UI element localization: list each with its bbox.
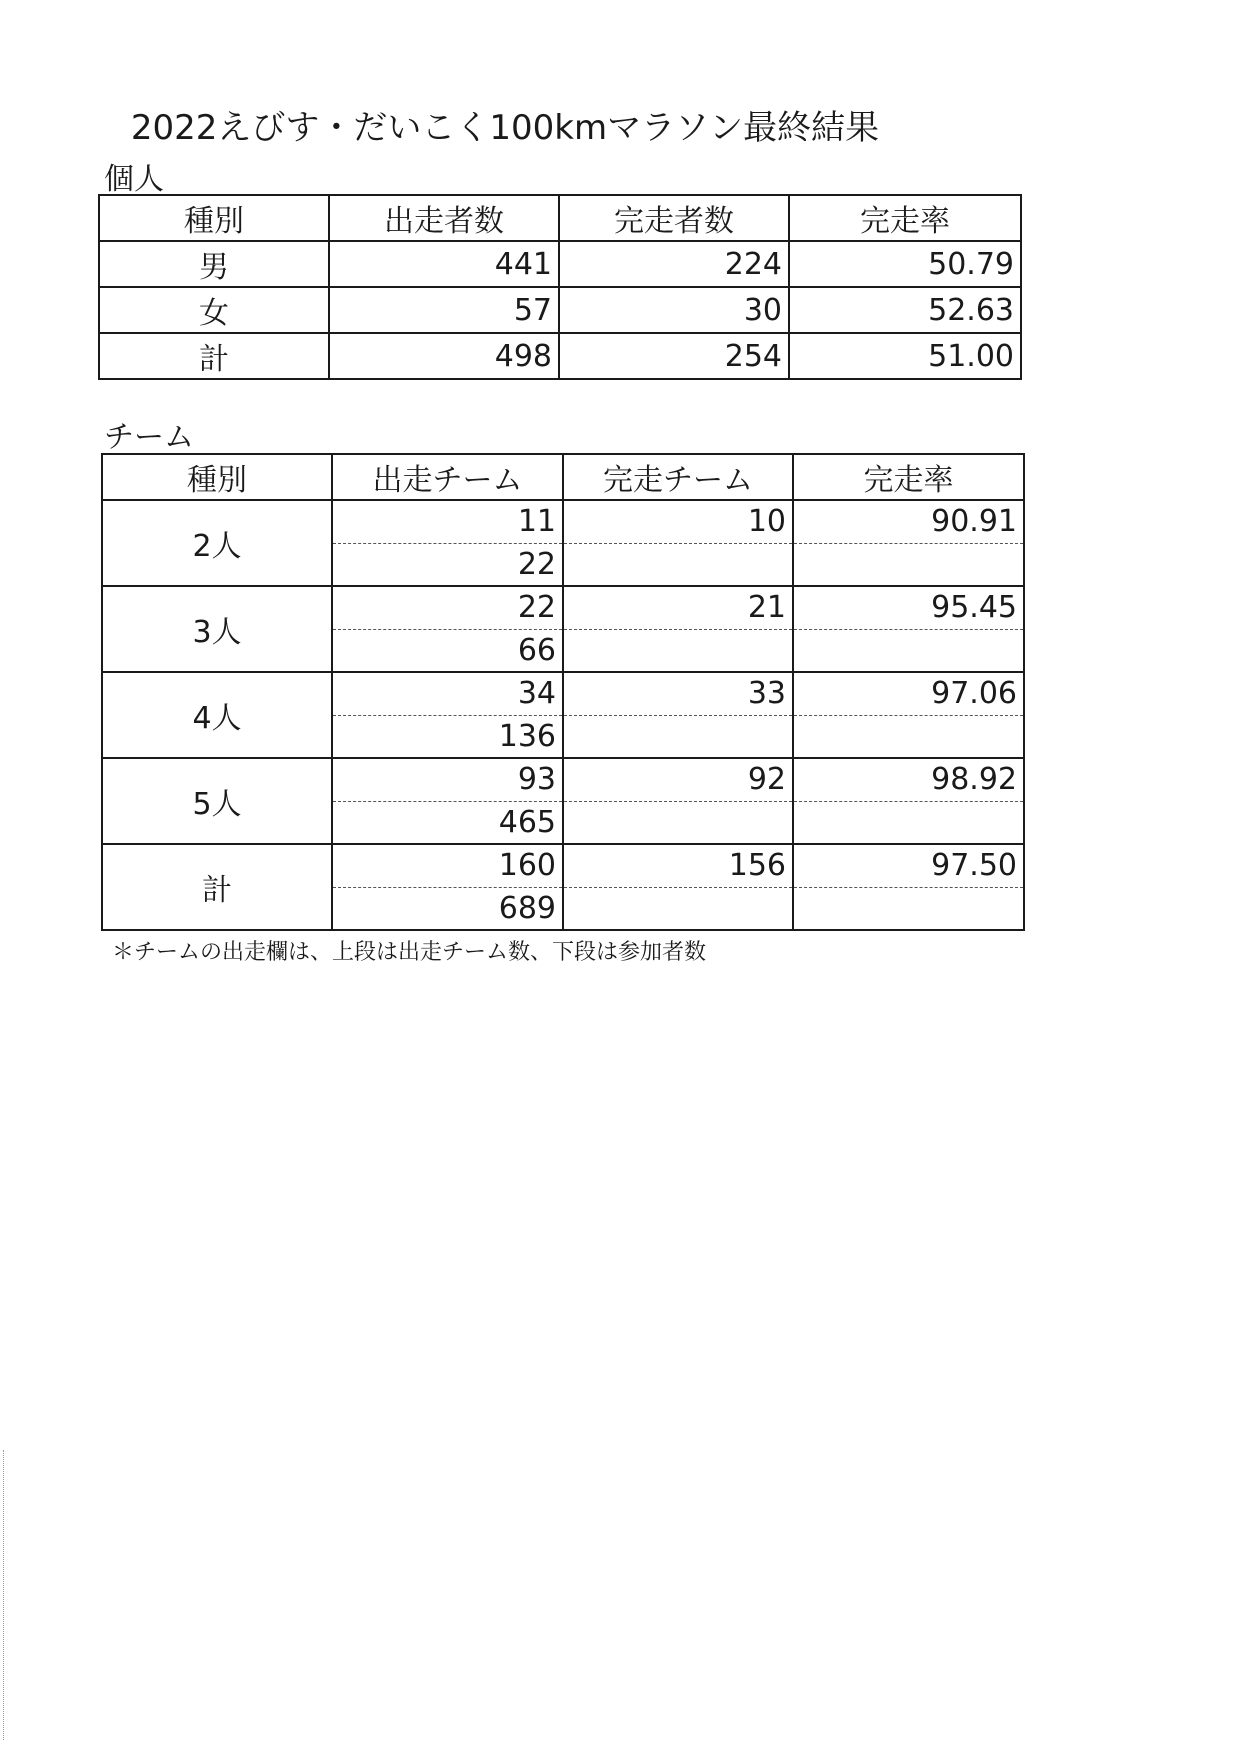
category-cell: 3人: [102, 586, 332, 672]
teams-cell: 93: [332, 758, 563, 801]
category-cell: 4人: [102, 672, 332, 758]
scan-edge-mark: [3, 1450, 4, 1740]
header-finishers: 完走者数: [559, 195, 789, 241]
finishers-cell: 30: [559, 287, 789, 333]
team-section-label: チーム: [104, 420, 194, 455]
participants-cell: 465: [332, 801, 563, 844]
header-rate: 完走率: [793, 454, 1024, 500]
empty-cell: [793, 715, 1024, 758]
table-header-row: [102, 454, 1024, 500]
individual-results-table: [98, 194, 1022, 380]
table-row: [102, 672, 1024, 715]
starters-cell: 498: [329, 333, 559, 379]
finished-teams-cell: 21: [563, 586, 793, 629]
participants-cell: 22: [332, 543, 563, 586]
rate-cell: 97.50: [793, 844, 1024, 887]
starters-cell: 57: [329, 287, 559, 333]
empty-cell: [793, 543, 1024, 586]
team-results-table: [101, 453, 1025, 931]
teams-cell: 11: [332, 500, 563, 543]
table-row: [99, 333, 1021, 379]
category-cell: 計: [102, 844, 332, 930]
finished-teams-cell: 33: [563, 672, 793, 715]
rate-cell: 95.45: [793, 586, 1024, 629]
header-category: 種別: [99, 195, 329, 241]
empty-cell: [563, 887, 793, 930]
participants-cell: 136: [332, 715, 563, 758]
empty-cell: [563, 715, 793, 758]
table-header-row: [99, 195, 1021, 241]
category-cell: 女: [99, 287, 329, 333]
header-teams: 出走チーム: [332, 454, 563, 500]
finished-teams-cell: 92: [563, 758, 793, 801]
rate-cell: 52.63: [789, 287, 1021, 333]
finished-teams-cell: 10: [563, 500, 793, 543]
rate-cell: 97.06: [793, 672, 1024, 715]
category-cell: 5人: [102, 758, 332, 844]
header-starters: 出走者数: [329, 195, 559, 241]
finished-teams-cell: 156: [563, 844, 793, 887]
teams-cell: 34: [332, 672, 563, 715]
category-cell: 2人: [102, 500, 332, 586]
individual-section-label: 個人: [104, 162, 164, 197]
empty-cell: [563, 543, 793, 586]
rate-cell: 51.00: [789, 333, 1021, 379]
header-rate: 完走率: [789, 195, 1021, 241]
teams-cell: 160: [332, 844, 563, 887]
category-cell: 計: [99, 333, 329, 379]
table-row: [102, 844, 1024, 887]
category-cell: 男: [99, 241, 329, 287]
teams-cell: 22: [332, 586, 563, 629]
finishers-cell: 224: [559, 241, 789, 287]
empty-cell: [793, 887, 1024, 930]
footnote: ＊チームの出走欄は、上段は出走チーム数、下段は参加者数: [112, 940, 707, 965]
rate-cell: 50.79: [789, 241, 1021, 287]
empty-cell: [563, 629, 793, 672]
table-row: [99, 241, 1021, 287]
empty-cell: [793, 629, 1024, 672]
rate-cell: 98.92: [793, 758, 1024, 801]
header-category: 種別: [102, 454, 332, 500]
finishers-cell: 254: [559, 333, 789, 379]
empty-cell: [563, 801, 793, 844]
starters-cell: 441: [329, 241, 559, 287]
table-row: [102, 586, 1024, 629]
table-row: [102, 500, 1024, 543]
table-row: [99, 287, 1021, 333]
table-row: [102, 758, 1024, 801]
header-finished-teams: 完走チーム: [563, 454, 793, 500]
participants-cell: 689: [332, 887, 563, 930]
page-title: 2022えびす・だいこく100kmマラソン最終結果: [130, 108, 880, 148]
rate-cell: 90.91: [793, 500, 1024, 543]
empty-cell: [793, 801, 1024, 844]
participants-cell: 66: [332, 629, 563, 672]
